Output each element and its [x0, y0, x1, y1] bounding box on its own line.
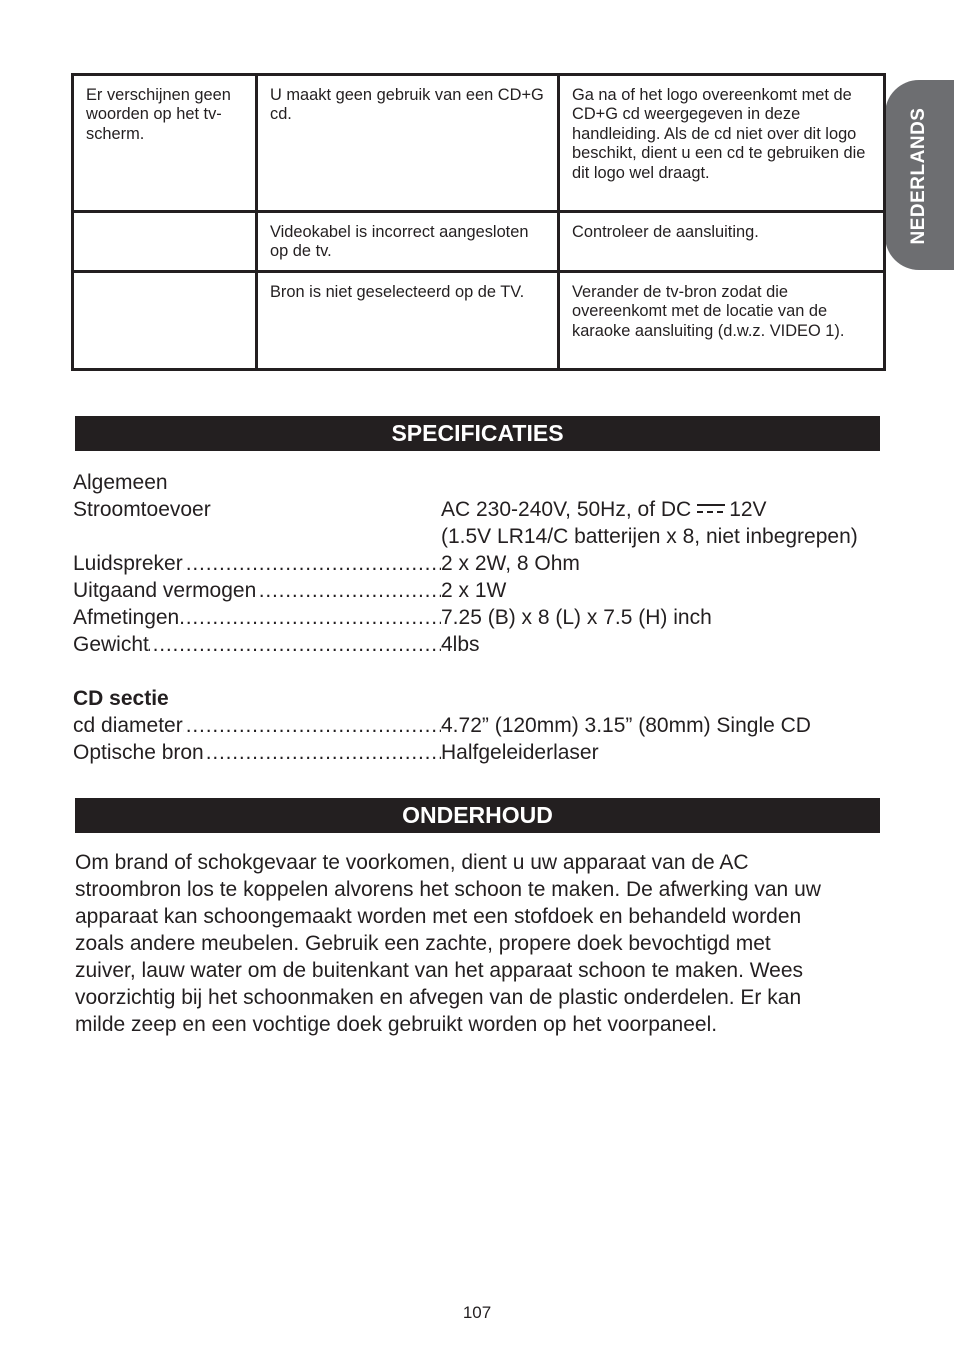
spec-row	[73, 712, 903, 739]
power-battery-note: (1.5V LR14/C batterijen x 8, niet inbegrepen)	[441, 525, 858, 548]
spec-row	[73, 631, 903, 658]
language-tab	[885, 80, 954, 270]
power-value-suffix: 12V	[729, 498, 767, 521]
dc-symbol-icon	[697, 502, 725, 514]
problem-cell	[73, 212, 257, 272]
specificaties-heading: SPECIFICATIES	[75, 416, 880, 451]
table-row	[73, 212, 885, 272]
table-row	[73, 271, 885, 369]
spec-value: Halfgeleiderlaser	[441, 741, 599, 764]
solution-cell: Controleer de aansluiting.	[559, 212, 885, 272]
spec-label: cd diameter	[73, 714, 183, 737]
solution-cell: Ga na of het logo overeenkomt met de CD+G cd weergegeven in deze handleiding. Als de cd niet over dit logo beschikt, dient u een cd te gebruiken die dit logo wel draagt.	[559, 75, 885, 212]
paragraph-line: Om brand of schokgevaar te voorkomen, dient u uw apparaat van de AC	[75, 851, 749, 874]
power-row-continued	[73, 523, 903, 550]
spec-value: 4.72” (120mm) 3.15” (80mm) Single CD	[441, 714, 811, 737]
paragraph-line: voorzichtig bij het schoonmaken en afvegen van de plastic onderdelen. Er kan	[75, 986, 802, 1009]
power-value-prefix: AC 230-240V, 50Hz, of DC	[441, 498, 692, 521]
specifications-list	[73, 469, 903, 766]
cause-cell: U maakt geen gebruik van een CD+G cd.	[257, 75, 559, 212]
troubleshooting-table	[71, 73, 886, 371]
spec-value: 7.25 (B) x 8 (L) x 7.5 (H) inch	[441, 606, 712, 629]
spec-row	[73, 550, 903, 577]
general-title: Algemeen	[73, 471, 168, 494]
cd-section-title-row	[73, 685, 903, 712]
spec-label: Optische bron	[73, 741, 204, 764]
spec-label: Uitgaand vermogen	[73, 579, 257, 602]
problem-cell: Er verschijnen geen woorden op het tv-scherm.	[73, 75, 257, 212]
general-title-row	[73, 469, 903, 496]
table-row	[73, 75, 885, 212]
spec-label: Afmetingen	[73, 606, 180, 629]
page-number: 107	[462, 1303, 492, 1322]
cause-cell: Videokabel is incorrect aangesloten op de tv.	[257, 212, 559, 272]
cd-section-title: CD sectie	[73, 687, 169, 710]
spec-value: 4lbs	[441, 633, 480, 656]
cause-cell: Bron is niet geselecteerd op de TV.	[257, 271, 559, 369]
spec-value: 2 x 2W, 8 Ohm	[441, 552, 580, 575]
power-label: Stroomtoevoer	[73, 498, 211, 521]
paragraph-line: apparaat kan schoongemaakt worden met een stofdoek en behandeld worden	[75, 905, 802, 928]
solution-cell: Verander de tv-bron zodat die overeenkomt met de locatie van de karaoke aansluiting (d.w.z. VIDEO 1).	[559, 271, 885, 369]
onderhoud-heading: ONDERHOUD	[75, 798, 880, 833]
paragraph-line: zoals andere meubelen. Gebruik een zachte, propere doek bevochtigd met	[75, 932, 771, 955]
maintenance-paragraph	[75, 849, 890, 1038]
spec-label: Luidspreker	[73, 552, 183, 575]
spec-row	[73, 604, 903, 631]
paragraph-line: stroombron los te koppelen alvorens het schoon te maken. De afwerking van uw	[75, 878, 821, 901]
spec-row	[73, 577, 903, 604]
problem-cell	[73, 271, 257, 369]
spec-value: 2 x 1W	[441, 579, 507, 602]
paragraph-line: zuiver, lauw water om de buitenkant van het apparaat schoon te maken. Wees	[75, 959, 804, 982]
spec-label: Gewicht	[73, 633, 149, 656]
power-value	[441, 496, 767, 523]
spec-row	[73, 739, 903, 766]
power-row	[73, 496, 903, 523]
language-tab-label: NEDERLANDS	[908, 107, 929, 245]
paragraph-line: milde zeep en een vochtige doek gebruikt worden op het voorpaneel.	[75, 1013, 718, 1036]
